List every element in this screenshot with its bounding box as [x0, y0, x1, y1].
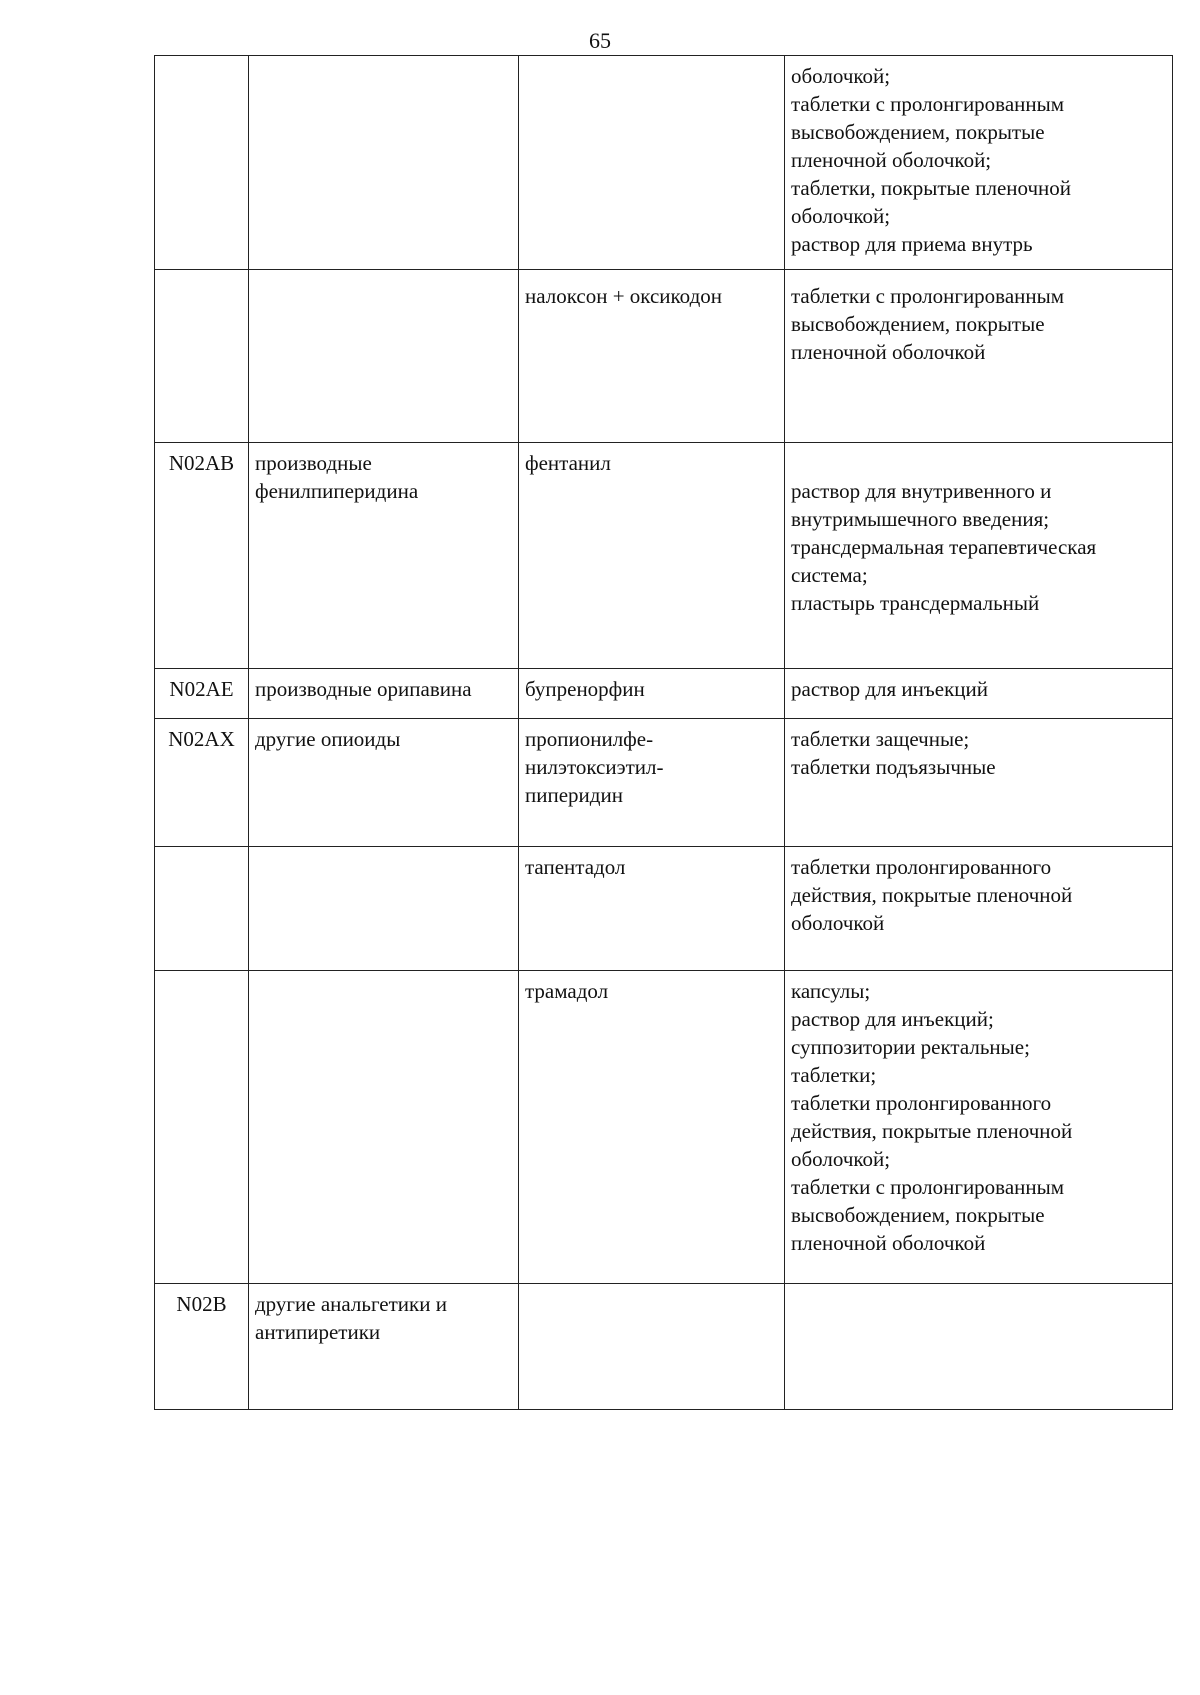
dosage-form-line: суппозитории ректальные;: [791, 1035, 1030, 1059]
drug-name-cell: [519, 719, 785, 847]
atc-code-cell: [155, 270, 249, 443]
dosage-form-cell: [785, 1284, 1173, 1410]
group-cell: [249, 971, 519, 1284]
dosage-form-line: раствор для внутривенного и: [791, 479, 1052, 503]
dosage-form-line: оболочкой;: [791, 1147, 891, 1171]
group-cell: [249, 847, 519, 971]
dosage-form-line: таблетки защечные;: [791, 727, 970, 751]
dosage-form-line: пластырь трансдермальный: [791, 591, 1040, 615]
dosage-form-line: система;: [791, 563, 868, 587]
table-row: [155, 1284, 1173, 1410]
table-row: [155, 56, 1173, 270]
atc-code-cell: [155, 847, 249, 971]
page-number: 65: [589, 28, 611, 53]
drug-name-cell: [519, 847, 785, 971]
group-cell: [249, 56, 519, 270]
atc-code-cell: N02AX: [155, 719, 249, 847]
drug-name: пиперидин: [525, 783, 623, 807]
table-row: [155, 971, 1173, 1284]
dosage-form-line: таблетки пролонгированного: [791, 1091, 1052, 1115]
group-line: антипиретики: [255, 1320, 381, 1344]
dosage-form-line: высвобождением, покрытые: [791, 1203, 1045, 1227]
dosage-form-cell: [785, 971, 1173, 1284]
dosage-form-line: таблетки подъязычные: [791, 755, 996, 779]
table-row: [155, 669, 1173, 719]
group-cell: [249, 669, 519, 719]
dosage-form-line: капсулы;: [791, 979, 871, 1003]
drug-name: нилэтоксиэтил-: [525, 755, 664, 779]
dosage-form-cell: [785, 443, 1173, 669]
atc-code-cell: N02AE: [155, 669, 249, 719]
table-row: [155, 443, 1173, 669]
atc-code-cell: N02B: [155, 1284, 249, 1410]
drug-name: пропионилфе-: [525, 727, 654, 751]
dosage-form-line: таблетки, покрытые пленочной: [791, 176, 1072, 200]
dosage-form-line: трансдермальная терапевтическая: [791, 535, 1097, 559]
dosage-form-line: действия, покрытые пленочной: [791, 883, 1073, 907]
atc-code-cell: [155, 971, 249, 1284]
group-line: другие опиоиды: [255, 727, 401, 751]
drug-name-cell: [519, 443, 785, 669]
drug-name-cell: [519, 270, 785, 443]
dosage-form-line: таблетки с пролонгированным: [791, 1175, 1065, 1199]
dosage-form-cell: [785, 56, 1173, 270]
group-cell: [249, 270, 519, 443]
dosage-form-line: высвобождением, покрытые: [791, 312, 1045, 336]
dosage-form-line: раствор для инъекций;: [791, 1007, 994, 1031]
dosage-form-line: оболочкой;: [791, 204, 891, 228]
dosage-form-line: таблетки пролонгированного: [791, 855, 1052, 879]
dosage-form-line: таблетки с пролонгированным: [791, 92, 1065, 116]
atc-code-cell: N02AB: [155, 443, 249, 669]
dosage-form-cell: [785, 669, 1173, 719]
atc-code-cell: [155, 56, 249, 270]
drug-name: бупренорфин: [525, 677, 645, 701]
dosage-form-line: раствор для приема внутрь: [791, 232, 1033, 256]
group-line: производные орипавина: [255, 677, 472, 701]
dosage-form-line: внутримышечного введения;: [791, 507, 1050, 531]
dosage-form-line: пленочной оболочкой: [791, 340, 986, 364]
drug-name: фентанил: [525, 451, 611, 475]
dosage-form-line: пленочной оболочкой;: [791, 148, 992, 172]
drug-name-cell: [519, 56, 785, 270]
drug-name-cell: [519, 971, 785, 1284]
group-line: фенилпиперидина: [255, 479, 419, 503]
drug-name-cell: [519, 669, 785, 719]
drug-name-cell: [519, 1284, 785, 1410]
dosage-form-cell: [785, 847, 1173, 971]
group-cell: [249, 1284, 519, 1410]
drug-name: трамадол: [525, 979, 609, 1003]
table-row: [155, 847, 1173, 971]
dosage-form-cell: [785, 719, 1173, 847]
drug-name: налоксон + оксикодон: [525, 284, 722, 308]
dosage-form-line: таблетки;: [791, 1063, 877, 1087]
dosage-form-line: таблетки с пролонгированным: [791, 284, 1065, 308]
dosage-form-line: оболочкой: [791, 911, 885, 935]
dosage-form-line: действия, покрытые пленочной: [791, 1119, 1073, 1143]
dosage-form-line: высвобождением, покрытые: [791, 120, 1045, 144]
drug-name: тапентадол: [525, 855, 626, 879]
table-row: [155, 719, 1173, 847]
group-line: другие анальгетики и: [255, 1292, 447, 1316]
group-line: производные: [255, 451, 372, 475]
dosage-form-line: пленочной оболочкой: [791, 1231, 986, 1255]
group-cell: [249, 443, 519, 669]
dosage-form-line: раствор для инъекций: [791, 677, 988, 701]
table-row: [155, 270, 1173, 443]
drug-table: [154, 55, 1173, 1410]
group-cell: [249, 719, 519, 847]
dosage-form-cell: [785, 270, 1173, 443]
dosage-form-line: оболочкой;: [791, 64, 891, 88]
